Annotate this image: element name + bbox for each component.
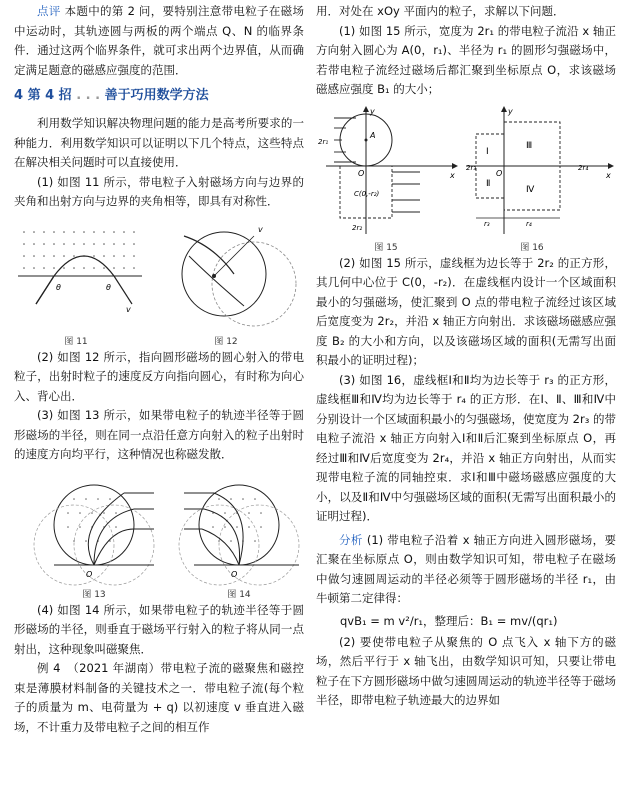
fig15-width-2r1-label: 2r₁ bbox=[318, 137, 329, 146]
fig14-origin-label: O bbox=[231, 569, 238, 579]
formula-result: B₁ = mv/(qr₁) bbox=[480, 613, 558, 628]
analysis-tag: 分析 bbox=[339, 532, 363, 547]
figures-13-14 bbox=[14, 469, 304, 601]
fig11-theta-left: θ bbox=[56, 282, 61, 292]
formula-newton: qvB₁ = m v²/r₁ bbox=[340, 613, 424, 628]
left-column bbox=[14, 0, 304, 737]
example-continuation: 用．对处在 xOy 平面内的粒子，求解以下问题． bbox=[316, 4, 565, 18]
fig11-velocity-label: v bbox=[126, 304, 131, 314]
fig11-caption: 图 11 bbox=[64, 336, 88, 347]
fig16-region-IV: Ⅳ bbox=[526, 184, 535, 195]
fig15-y-axis-label: y bbox=[370, 106, 375, 116]
formula-connector: ，整理后： bbox=[423, 613, 481, 628]
analysis-text: (1) 带电粒子沿着 x 轴正方向进入圆形磁场，要汇聚在坐标原点 O，则由数学知识可知，带电粒子在磁场中做匀速圆周运动的半径必须等于圆形磁场的半径 r₁，由牛顿第二定律得： bbox=[316, 532, 617, 605]
fig12-velocity-label: v bbox=[258, 224, 263, 234]
section-heading: 4 第 4 招 . . . 善于巧用数学方法 bbox=[14, 88, 209, 103]
analysis-part-2: (2) 要使带电粒子从聚焦的 O 点飞入 x 轴下方的磁场，然后平行于 x 轴飞出，由数学知识可知，只要让带电粒子在下方圆形磁场中做匀速圆周运动的轨迹半径等于磁场半径，即带电粒子轨迹最大的边界如 bbox=[316, 634, 616, 707]
section-number: 4 第 4 招 bbox=[14, 88, 72, 103]
question-3-paragraph: (3) 如图 16，虚线框Ⅰ和Ⅱ均为边长等于 r₃ 的正方形，虚线框Ⅲ和Ⅳ均为边长等于 r₄ 的正方形．在Ⅰ、Ⅱ、Ⅲ和Ⅳ中分别设计一个区域面积最小的匀强磁场，使宽度为 2r₃ 的带电粒子流沿 x 轴正方向射入Ⅰ和Ⅱ后汇聚到坐标原点 O，再经过Ⅲ和Ⅳ后宽度变为 2r₄，并沿 x 轴正方向射出，从而实现带电粒子流的同轴控束．求Ⅰ和Ⅲ中磁场磁感应强度的大小，以及Ⅱ和Ⅳ中匀强磁场区域的面积(无需写出面积最小的证明过程)． bbox=[316, 372, 616, 523]
fig16-width-2r3-label: 2r₃ bbox=[466, 163, 477, 172]
right-column bbox=[316, 0, 616, 711]
fig16-region-I: Ⅰ bbox=[486, 146, 489, 157]
formula-line bbox=[316, 611, 616, 631]
fig16-x-axis-label: x bbox=[606, 170, 611, 180]
example-4-paragraph: 例 4 （2021 年湖南）带电粒子流的磁聚焦和磁控束是薄膜材料制备的关键技术之一．带电粒子流(每个粒子的质量为 m、电荷量为 + q) 以初速度 v 垂直进入磁场，不计重力及带电粒子之间的相互作 bbox=[14, 661, 304, 734]
fig11-theta-right: θ bbox=[106, 282, 111, 292]
fig15-center-C-label: C(0,-r₂) bbox=[354, 189, 380, 198]
fig16-r3-label: r₃ bbox=[484, 219, 490, 228]
fig14-caption: 图 14 bbox=[227, 589, 251, 600]
fig13-origin-label: O bbox=[86, 569, 93, 579]
fig13-caption: 图 13 bbox=[82, 589, 106, 600]
fig16-y-axis-label: y bbox=[508, 106, 513, 116]
fig13-fig14-drawing bbox=[14, 469, 304, 587]
fig16-caption: 图 16 bbox=[520, 242, 544, 253]
comment-paragraph bbox=[14, 2, 304, 80]
fig15-width-2r2-label: 2r₂ bbox=[352, 223, 363, 232]
fig15-center-A-label: A bbox=[370, 130, 376, 140]
fig15-x-axis-label: x bbox=[450, 170, 455, 180]
fig15-origin-label: O bbox=[358, 168, 365, 178]
figures-15-16 bbox=[316, 104, 616, 254]
point-3-paragraph: (3) 如图 13 所示，如果带电粒子的轨迹半径等于圆形磁场的半径，则在同一点沿任意方向射入的粒子出射时的速度方向均平行，这种情况也称磁发散． bbox=[14, 408, 304, 461]
comment-tag: 点评 bbox=[37, 4, 61, 18]
analysis-paragraph bbox=[316, 531, 616, 609]
fig16-r4-label: r₄ bbox=[526, 219, 532, 228]
fig15-caption: 图 15 bbox=[374, 242, 398, 253]
point-4-paragraph: (4) 如图 14 所示，如果带电粒子的轨迹半径等于圆形磁场的半径，则垂直于磁场平行射入的粒子将从同一点射出，这种现象叫磁聚焦． bbox=[14, 602, 304, 656]
comment-text: 本题中的第 2 问，要特别注意带电粒子在磁场中运动时，其轨迹圆与两板的两个端点 Q、N 的临界条件．通过这两个临界条件，就可求出两个边界值，从而确定满足题意的磁感应强度的范围． bbox=[14, 4, 304, 77]
point-1-paragraph: (1) 如图 11 所示，带电粒子入射磁场方向与边界的夹角和出射方向与边界的夹角相等，即具有对称性． bbox=[14, 174, 304, 208]
fig16-region-II: Ⅱ bbox=[486, 178, 491, 189]
fig11-fig12-drawing bbox=[14, 216, 304, 334]
question-1-paragraph: (1) 如图 15 所示，宽度为 2r₁ 的带电粒子流沿 x 轴正方向射入圆心为 A(0，r₁)、半径为 r₁ 的圆形匀强磁场中，若带电粒子流经过磁场后都汇聚到坐标原点 O，求该磁场磁感应强度 B₁ 的大小； bbox=[316, 23, 616, 96]
fig16-region-III: Ⅲ bbox=[526, 140, 533, 151]
fig12-caption: 图 12 bbox=[214, 336, 238, 347]
fig16-origin-label: O bbox=[496, 168, 503, 178]
fig15-fig16-drawing bbox=[316, 104, 616, 238]
figures-11-12 bbox=[14, 216, 304, 348]
question-2-paragraph: (2) 如图 15 所示，虚线框为边长等于 2r₂ 的正方形，其几何中心位于 C(0，-r₂)．在虚线框内设计一个区域面积最小的匀强磁场，使汇聚到 O 点的带电粒子流经过该区域后宽度变为 2r₂，并沿 x 轴正方向射出．求该磁场磁感应强度 B₂ 的大小和方向，以及该磁场区域的面积(无需写出面积最小的证明过程)； bbox=[316, 255, 616, 367]
point-2-paragraph: (2) 如图 12 所示，指向圆形磁场的圆心射入的带电粒子，出射时粒子的速度反方向指向圆心，有时称为向心入、背心出． bbox=[14, 349, 304, 403]
intro-paragraph: 利用数学知识解决物理问题的能力是高考所要求的一种能力．利用数学知识可以证明以下几个特点，这些特点在解决相关问题时可以直接使用． bbox=[14, 116, 304, 169]
fig16-width-2r4-label: 2r₄ bbox=[578, 163, 589, 172]
section-title: 善于巧用数学方法 bbox=[104, 88, 209, 103]
